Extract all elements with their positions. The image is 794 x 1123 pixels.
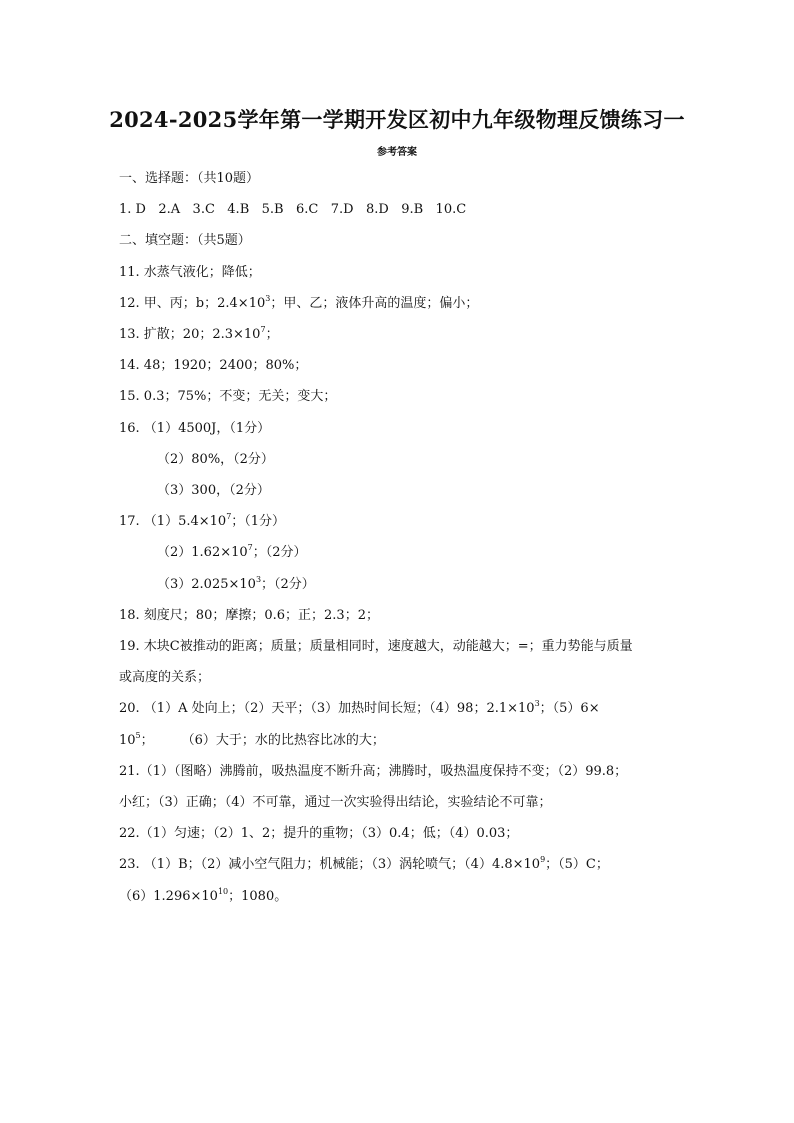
answer-q15: 15. 0.3；75%；不变；无关；变大；	[119, 389, 337, 405]
q17-1-text-b: ；（1分）	[231, 514, 286, 530]
q17-3-exponent: 3	[255, 574, 262, 584]
q13-exponent: 7	[260, 325, 266, 335]
q20-text-a: 20. （1）A 处向上；（2）天平；（3）加热时间长短；（4）98；2.1×10	[119, 701, 535, 717]
q20-text-e: （6）大于；水的比热容比冰的大；	[181, 732, 385, 748]
answer-q23-line1	[119, 849, 684, 880]
q20-text-b: ；（5）6×	[539, 701, 600, 717]
q17-1-text-a: 17. （1）5.4×10	[119, 514, 227, 530]
q17-1-exponent: 7	[226, 512, 232, 522]
page-subtitle: 参考答案	[377, 147, 417, 158]
q20-text-c: 10	[119, 732, 136, 748]
answer-q17-1	[119, 506, 684, 537]
q13-text-b: ；	[265, 327, 279, 343]
q23-text-c: （6）1.296×10	[119, 888, 218, 904]
answer-q13	[119, 319, 684, 350]
answer-q17-3	[119, 569, 684, 600]
answer-q20-line1	[119, 693, 684, 724]
answer-q20-line2	[119, 725, 684, 756]
q23-text-b: ；（5）C；	[545, 857, 609, 873]
answer-q19-line1: 19. 木块C被推动的距离；质量；质量相同时，速度越大，动能越大；=；重力势能与质量	[119, 639, 633, 655]
answer-q16-2: （2）80%，（2分）	[157, 451, 274, 467]
answer-q14: 14. 48；1920；2400；80%；	[119, 358, 308, 374]
q12-text-a: 12. 甲、丙；b；2.4×10	[119, 295, 266, 311]
q20-text-d: ；	[140, 732, 154, 748]
page-title: 2024-2025学年第一学期开发区初中九年级物理反馈练习一	[109, 107, 685, 132]
mc-answers: 1. D 2.A 3.C 4.B 5.B 6.C 7.D 8.D 9.B 10.C	[119, 202, 467, 218]
answer-q22: 22.（1）匀速；（2）1、2；提升的重物；（3）0.4；低；（4）0.03；	[119, 826, 519, 842]
answer-q16-3: （3）300，（2分）	[157, 483, 270, 499]
answer-q18: 18. 刻度尺；80；摩擦；0.6；正；2.3；2；	[119, 607, 379, 623]
q12-exponent: 3	[265, 293, 271, 303]
answer-q23-line2	[119, 881, 684, 912]
answer-q21-line1: 21.（1）（图略）沸腾前，吸热温度不断升高；沸腾时，吸热温度保持不变；（2）99.8；	[119, 763, 628, 779]
answer-q16-1: 16. （1）4500J，（1分）	[119, 420, 271, 436]
q17-3-text-b: ；（2分）	[261, 576, 315, 592]
section1-heading: 一、选择题：（共10题）	[119, 171, 260, 186]
answer-content	[119, 163, 684, 912]
q17-3-text-a: （3）2.025×10	[157, 576, 256, 592]
answer-q21-line2: 小红；（3）正确；（4）不可靠，通过一次实验得出结论，实验结论不可靠；	[119, 795, 552, 811]
q23-exponent-1: 9	[540, 855, 546, 865]
q23-exponent-2: 10	[217, 886, 229, 896]
section2-heading: 二、填空题：（共5题）	[119, 233, 251, 249]
q13-text-a: 13. 扩散；20；2.3×10	[119, 327, 261, 343]
q23-text-a: 23. （1）B；（2）减小空气阻力；机械能；（3）涡轮喷气；（4）4.8×10	[119, 857, 541, 873]
q17-2-text-a: （2）1.62×10	[157, 545, 248, 561]
answer-q11: 11. 水蒸气液化；降低；	[119, 264, 261, 280]
q17-2-exponent: 7	[247, 543, 253, 553]
answer-q12	[119, 288, 684, 319]
answer-q17-2	[119, 537, 684, 568]
answer-q19-line2: 或高度的关系；	[119, 670, 211, 686]
q17-2-text-b: ；（2分）	[252, 545, 307, 561]
q23-text-d: ；1080。	[228, 888, 288, 904]
q20-exponent-2: 5	[135, 730, 141, 740]
q20-exponent-1: 3	[534, 699, 540, 709]
q12-text-b: ；甲、乙；液体升高的温度；偏小；	[270, 295, 479, 311]
